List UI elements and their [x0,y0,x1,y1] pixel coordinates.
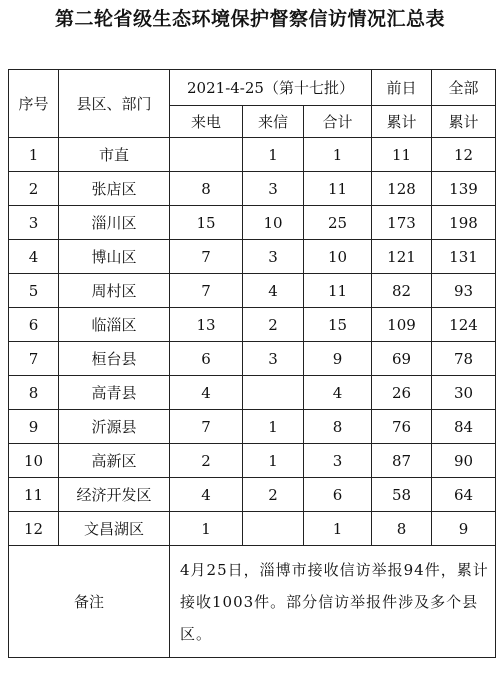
cell-prev-total: 121 [372,240,432,274]
cell-letter: 1 [243,138,304,172]
cell-call: 6 [170,342,243,376]
cell-subtotal: 4 [304,376,372,410]
cell-region: 周村区 [59,274,170,308]
cell-subtotal: 11 [304,172,372,206]
cell-subtotal: 8 [304,410,372,444]
remark-text: 4月25日，淄博市接收信访举报94件，累计接收1003件。部分信访举报件涉及多个县区。 [170,546,496,658]
cell-grand-total: 12 [432,138,496,172]
header-total-bottom: 累计 [432,106,496,138]
cell-subtotal: 3 [304,444,372,478]
cell-index: 4 [9,240,59,274]
header-subtotal: 合计 [304,106,372,138]
cell-letter: 3 [243,240,304,274]
cell-grand-total: 30 [432,376,496,410]
cell-call [170,138,243,172]
cell-region: 博山区 [59,240,170,274]
header-prev-bottom: 累计 [372,106,432,138]
table-row [9,206,496,240]
cell-call: 13 [170,308,243,342]
cell-subtotal: 25 [304,206,372,240]
page-title: 第二轮省级生态环境保护督察信访情况汇总表 [54,8,445,30]
cell-index: 11 [9,478,59,512]
table-row [9,240,496,274]
table-row [9,138,496,172]
cell-grand-total: 78 [432,342,496,376]
table-row [9,172,496,206]
header-region: 县区、部门 [59,70,170,138]
cell-region: 经济开发区 [59,478,170,512]
cell-region: 文昌湖区 [59,512,170,546]
header-batch: 2021-4-25（第十七批） [170,70,372,106]
cell-letter [243,376,304,410]
cell-index: 1 [9,138,59,172]
cell-call: 15 [170,206,243,240]
cell-call: 7 [170,410,243,444]
cell-region: 桓台县 [59,342,170,376]
cell-subtotal: 1 [304,138,372,172]
header-total-top: 全部 [432,70,496,106]
cell-letter: 1 [243,410,304,444]
cell-letter: 3 [243,342,304,376]
cell-index: 6 [9,308,59,342]
cell-call: 8 [170,172,243,206]
remark-label: 备注 [9,546,170,658]
cell-letter [243,512,304,546]
cell-call: 4 [170,376,243,410]
cell-grand-total: 139 [432,172,496,206]
table-row [9,410,496,444]
cell-call: 7 [170,240,243,274]
petition-summary-table [8,69,496,658]
header-row-1 [9,70,496,106]
cell-grand-total: 9 [432,512,496,546]
cell-index: 7 [9,342,59,376]
cell-prev-total: 87 [372,444,432,478]
cell-subtotal: 10 [304,240,372,274]
cell-subtotal: 15 [304,308,372,342]
header-index: 序号 [9,70,59,138]
cell-grand-total: 84 [432,410,496,444]
table-row [9,512,496,546]
cell-index: 9 [9,410,59,444]
remark-row [9,546,496,658]
cell-grand-total: 90 [432,444,496,478]
cell-call: 1 [170,512,243,546]
cell-call: 4 [170,478,243,512]
table-row [9,478,496,512]
cell-index: 5 [9,274,59,308]
table-row [9,376,496,410]
cell-call: 7 [170,274,243,308]
cell-index: 12 [9,512,59,546]
cell-prev-total: 76 [372,410,432,444]
cell-grand-total: 124 [432,308,496,342]
cell-prev-total: 109 [372,308,432,342]
cell-call: 2 [170,444,243,478]
cell-region: 临淄区 [59,308,170,342]
cell-letter: 2 [243,478,304,512]
cell-index: 10 [9,444,59,478]
table-row [9,274,496,308]
table-row [9,342,496,376]
header-prev-top: 前日 [372,70,432,106]
cell-prev-total: 82 [372,274,432,308]
cell-letter: 10 [243,206,304,240]
header-letter: 来信 [243,106,304,138]
cell-index: 8 [9,376,59,410]
cell-letter: 2 [243,308,304,342]
cell-subtotal: 6 [304,478,372,512]
cell-subtotal: 1 [304,512,372,546]
cell-letter: 4 [243,274,304,308]
cell-subtotal: 9 [304,342,372,376]
cell-index: 2 [9,172,59,206]
cell-prev-total: 58 [372,478,432,512]
cell-letter: 3 [243,172,304,206]
cell-region: 市直 [59,138,170,172]
cell-grand-total: 93 [432,274,496,308]
cell-prev-total: 128 [372,172,432,206]
cell-grand-total: 64 [432,478,496,512]
table-row [9,444,496,478]
cell-prev-total: 8 [372,512,432,546]
table-row [9,308,496,342]
cell-index: 3 [9,206,59,240]
cell-subtotal: 11 [304,274,372,308]
cell-letter: 1 [243,444,304,478]
cell-region: 淄川区 [59,206,170,240]
cell-grand-total: 131 [432,240,496,274]
cell-prev-total: 11 [372,138,432,172]
header-call: 来电 [170,106,243,138]
cell-prev-total: 173 [372,206,432,240]
cell-prev-total: 26 [372,376,432,410]
cell-grand-total: 198 [432,206,496,240]
cell-region: 高新区 [59,444,170,478]
cell-prev-total: 69 [372,342,432,376]
cell-region: 沂源县 [59,410,170,444]
cell-region: 张店区 [59,172,170,206]
cell-region: 高青县 [59,376,170,410]
